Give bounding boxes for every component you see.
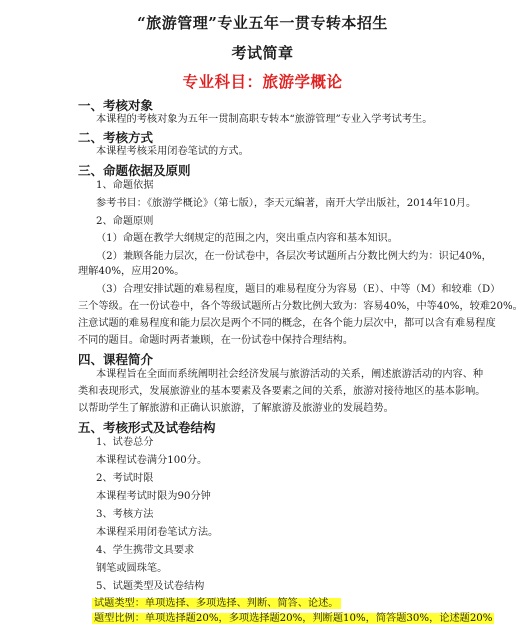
- section-heading-2: 二、考核方式: [78, 130, 154, 145]
- section-4-line: 以帮助学生了解旅游和正确认识旅游，了解旅游及旅游业的发展趋势。: [78, 403, 394, 414]
- section-5-line: 本课程试卷满分100分。: [96, 455, 208, 466]
- section-4-line: 类和表现形式，发展旅游业的基本要素及各要素之间的关系，旅游对接待地区的基本影响。: [78, 386, 486, 397]
- section-5-line: 1、试卷总分: [96, 437, 154, 448]
- section-5-line: 4、学生携带文具要求: [96, 545, 195, 556]
- section-heading-3: 三、命题依据及原则: [78, 163, 191, 178]
- doc-subtitle: 考试简章: [231, 44, 294, 62]
- highlighted-line: [92, 612, 494, 626]
- section-5-line: 3、考核方法: [96, 509, 154, 520]
- section-3-line: 注意试题的难易程度和能力层次是两个不同的概念，在各个能力层次中，都可以含有难易程度: [78, 318, 496, 329]
- section-3-line: （1）命题在教学大纲规定的范围之内，突出重点内容和基本知识。: [96, 233, 398, 244]
- section-3-line: 1、命题依据: [96, 180, 154, 191]
- highlight-question-types: 试题类型：单项选择、多项选择、判断、简答、论述。: [94, 598, 339, 609]
- section-3-line: 参考书目：《旅游学概论》（第七版），李天元编著，南开大学出版社，2014年10月。: [96, 198, 477, 209]
- section-3-line: （3）合理安排试题的难易程度，题目的难易程度分为容易（E）、中等（M）和较难（D）: [96, 284, 501, 295]
- section-heading-1: 一、考核对象: [78, 98, 154, 113]
- highlight-question-ratio: 题型比例：单项选择题20%，多项选择题20%，判断题10%，简答题30%，论述题20%: [94, 613, 493, 624]
- section-3-line: 不同的题目。命题时两者兼顾，在一份试卷中保持合理结构。: [78, 335, 354, 346]
- section-5-line: 钢笔或圆珠笔。: [96, 563, 168, 574]
- section-5-line: 2、考试时限: [96, 473, 154, 484]
- subject-title: 专业科目：旅游学概论: [182, 72, 343, 91]
- section-3-line: 三个等级。在一份试卷中，各个等级试题所占分数比例大致为：容易40%，中等40%，较难20%。: [78, 301, 523, 312]
- doc-title: “旅游管理”专业五年一贯专转本招生: [137, 14, 388, 32]
- section-heading-5: 五、考核形式及试卷结构: [78, 420, 216, 435]
- section-heading-4: 四、课程简介: [78, 352, 154, 367]
- section-3-line: 理解40%，应用20%。: [78, 266, 185, 277]
- section-1-line: 本课程的考核对象为五年一贯制高职专转本“旅游管理”专业入学考试考生。: [96, 114, 433, 125]
- section-5-line: 5、试题类型及试卷结构: [96, 581, 205, 592]
- section-2-line: 本课程考核采用闭卷笔试的方式。: [96, 146, 249, 157]
- section-3-line: 2、命题原则: [96, 216, 154, 227]
- highlighted-line: [92, 597, 341, 611]
- section-3-line: （2）兼顾各能力层次，在一份试卷中，各层次考试题所占分数比例大约为：识记40%，: [96, 251, 492, 262]
- section-5-line: 本课程采用闭卷笔试方法。: [96, 527, 219, 538]
- section-4-line: 本课程旨在全面而系统阐明社会经济发展与旅游活动的关系，阐述旅游活动的内容、种: [96, 369, 484, 380]
- section-5-line: 本课程考试时限为90分钟: [96, 491, 211, 502]
